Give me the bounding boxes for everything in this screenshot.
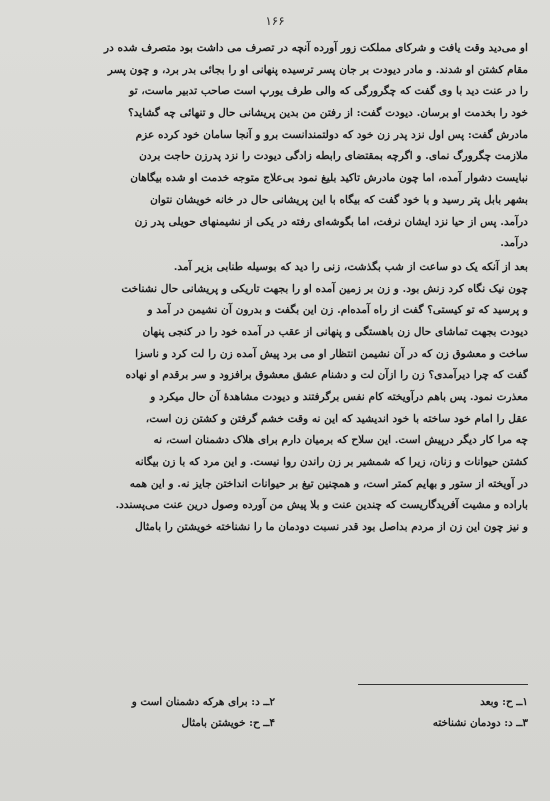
text-line: و نیز چون این زن از مردم بداصل بود قدر نسبت دودمان ما را نشناخته خویشتن را بامثال [135, 521, 528, 534]
paragraph-1 [22, 38, 528, 255]
text-line: بشهر بابل پتر رسید و با خود گفت که بیگاه با این پریشانی حال در خانه خویشان نتوان [150, 193, 528, 206]
page-number: ۱۶۶ [265, 14, 285, 28]
text-line: چون نیک نگاه کرد زنش بود. و زن بر زمین آمده او را بجهت تاریکی و پریشانی حال نشناخت [121, 282, 528, 295]
text-line: چه مرا کار دیگر درپیش است. این سلاح که برمیان دارم برای هلاک دشمنان است، نه [153, 434, 528, 447]
footnote-row [22, 713, 528, 734]
text-line: معذرت نمود. پس باهم درآویخته کام نفس برگرفتند و دیودت مشاهدهٔ آن حال میکرد و [150, 391, 528, 403]
paragraph-2 [22, 257, 528, 539]
text-line: درآمد. [500, 237, 528, 250]
text-line: نبایست دشوار آمده، اما چون مادرش تاکید بلیغ نمود بی‌علاج متوجه خدمت او شده بیگاهان [130, 172, 528, 185]
main-text [22, 38, 528, 539]
footnote-4: ۴ــ ح: خویشتن بامثال [181, 717, 275, 729]
text-line: مقام کشتن او شدند. و مادر دیودت بر جان پسر ترسیده پنهانی او را بجائی بدر برد، و چون پسر [107, 63, 528, 76]
text-line: خود را بخدمت او برسان. دیودت گفت: از رفتن من بدین پریشانی حال و تنهائی چه گشاید؟ [128, 107, 528, 120]
text-line: عقل را امام خود ساخته با خود اندیشید که این نه وقت خشم گرفتن و کشتن زن است، [145, 412, 528, 425]
text-line: باراده و مشیت آفریدگاریست که چندین عنت و بلا پیش من آورده وصول درین عنت می‌پسندد. [115, 499, 528, 512]
footnote-row [22, 692, 528, 713]
text-line: را در عنت دید با وی گفت که چگرورگی که والی طرف یورپ است صاحب تدبیر ماست، تو [129, 85, 528, 98]
text-line: کشتن حیوانات و زنان، زیرا که شمشیر بر زن راندن روا نیست. و این مرد که با زن بیگانه [135, 456, 528, 469]
text-line: او می‌دید وقت یافت و شرکای مملکت زور آورده آنچه در تصرف می داشت بود متصرف شده در [104, 42, 528, 54]
text-line: درآمد. پس از حیا نزد ایشان نرفت، اما بگوشه‌ای رفته در یکی از نشیمنهای حویلی پدر زن [134, 215, 528, 228]
footnote-divider [358, 684, 528, 685]
text-line: دیودت بجهت تماشای حال زن باهستگی و پنهانی از عقب در آمده خود را در کنجی پنهان [142, 325, 528, 338]
text-line: در آویخته از ستور و بهایم کمتر است، و همچنین تیغ بر حیوانات انداختن جایز نه. و این همه [129, 477, 528, 490]
text-line: ملازمت چگرورگ نمای. و اگرچه بمقتضای رابطه زادگی دیودت را نزد پدرزن حاجت بردن [139, 150, 528, 163]
text-line: گفت که چرا دیرآمدی؟ زن را ازآن لت و دشنام عشق معشوق برافزود و سر برقدم او نهاده [125, 369, 528, 382]
text-line: بعد از آنکه یک دو ساعت از شب بگذشت، زنی را دید که بوسیله طنابی بزیر آمد. [173, 260, 528, 273]
text-line: و پرسید که تو کیستی؟ گفت از راه آمده‌ام. زن این بگفت و بدرون آن نشیمن در آمد و [147, 304, 528, 317]
footnotes [22, 692, 528, 734]
text-line: ساخت و معشوق زن که در آن نشیمن انتظار او می برد پیش آمده زن را لت کرد و ناسزا [135, 347, 528, 360]
text-line: مادرش گفت: پس اول نزد پدر زن خود که دولتمندانست برو و آنجا سامان خود کرده عزم [135, 128, 528, 141]
footnote-1: ۱ــ ح: وبعد [480, 696, 528, 708]
footnote-2: ۲ــ د: برای هرکه دشمنان است و [131, 696, 275, 708]
footnote-3: ۳ــ د: دودمان نشناخته [432, 717, 528, 729]
